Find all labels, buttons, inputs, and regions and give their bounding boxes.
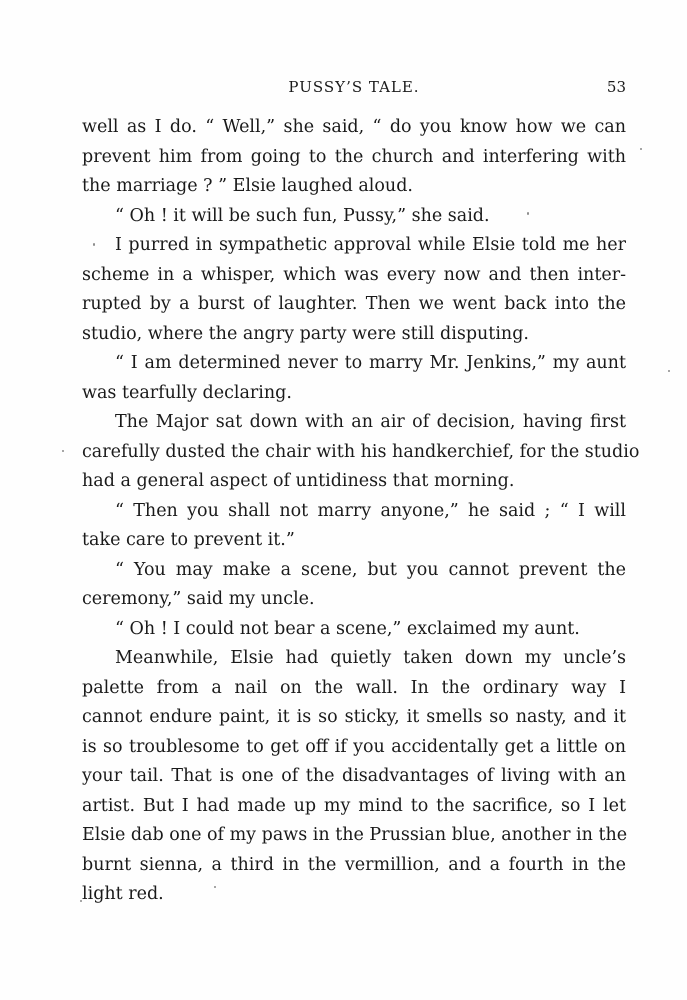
text-line: The Major sat down with an air of decision, having first [115,412,626,432]
text-line: well as I do. “ Well,” she said, “ do you know how we can [82,117,626,137]
text-line: prevent him from going to the church and interfering with [82,146,626,167]
text-line: “ I am determined never to marry Mr. Jenkins,” my aunt [115,353,626,373]
text-line: scheme in a whisper, which was every now and then inter- [82,264,626,285]
text-line: studio, where the angry party were still disputing. [82,323,529,344]
text-line: artist. But I had made up my mind to the sacrifice, so I let [82,795,626,816]
text-line: “ Then you shall not marry anyone,” he said ; “ I will [115,500,626,521]
text-line: Elsie dab one of my paws in the Prussian blue, another in the [82,825,628,845]
text-line: burnt sienna, a third in the vermillion, and a fourth in the [82,854,626,875]
paper-speck [80,900,82,902]
text-line: cannot endure paint, it is so sticky, it smells so nasty, and it [82,707,626,727]
text-line: your tail. That is one of the disadvantages of living with an [82,766,626,786]
paper-speck [640,148,642,150]
text-line: “ You may make a scene, but you cannot prevent the [115,559,626,580]
paper-speck [668,370,670,372]
text-line: is so troublesome to get off if you accidentally get a little on [82,736,626,757]
text-line: rupted by a burst of laughter. Then we went back into the [82,294,626,314]
paper-speck [527,212,529,215]
text-line: take care to prevent it.” [82,530,295,550]
paper-speck [93,243,95,246]
text-line: ceremony,” said my uncle. [82,589,315,609]
page-number: 53 [606,78,626,96]
text-line: palette from a nail on the wall. In the ordinary way I [82,677,626,698]
text-line: light red. [82,884,164,904]
text-line: “ Oh ! I could not bear a scene,” exclaimed my aunt. [115,618,580,639]
body-text [82,113,640,910]
paper-speck [214,886,216,888]
paper-speck [62,450,64,452]
text-line: I purred in sympathetic approval while Elsie told me her [115,235,626,255]
text-line: “ Oh ! it will be such fun, Pussy,” she said. [115,205,490,226]
text-line: Meanwhile, Elsie had quietly taken down my uncle’s [115,648,626,668]
text-line: the marriage ? ” Elsie laughed aloud. [82,176,413,196]
text-line: carefully dusted the chair with his handkerchief, for the studio [82,441,640,462]
text-line: was tearfully declaring. [82,382,292,403]
running-title: PUSSY’S TALE. [288,78,420,96]
page-header [82,78,626,98]
text-line: had a general aspect of untidiness that morning. [82,471,515,491]
